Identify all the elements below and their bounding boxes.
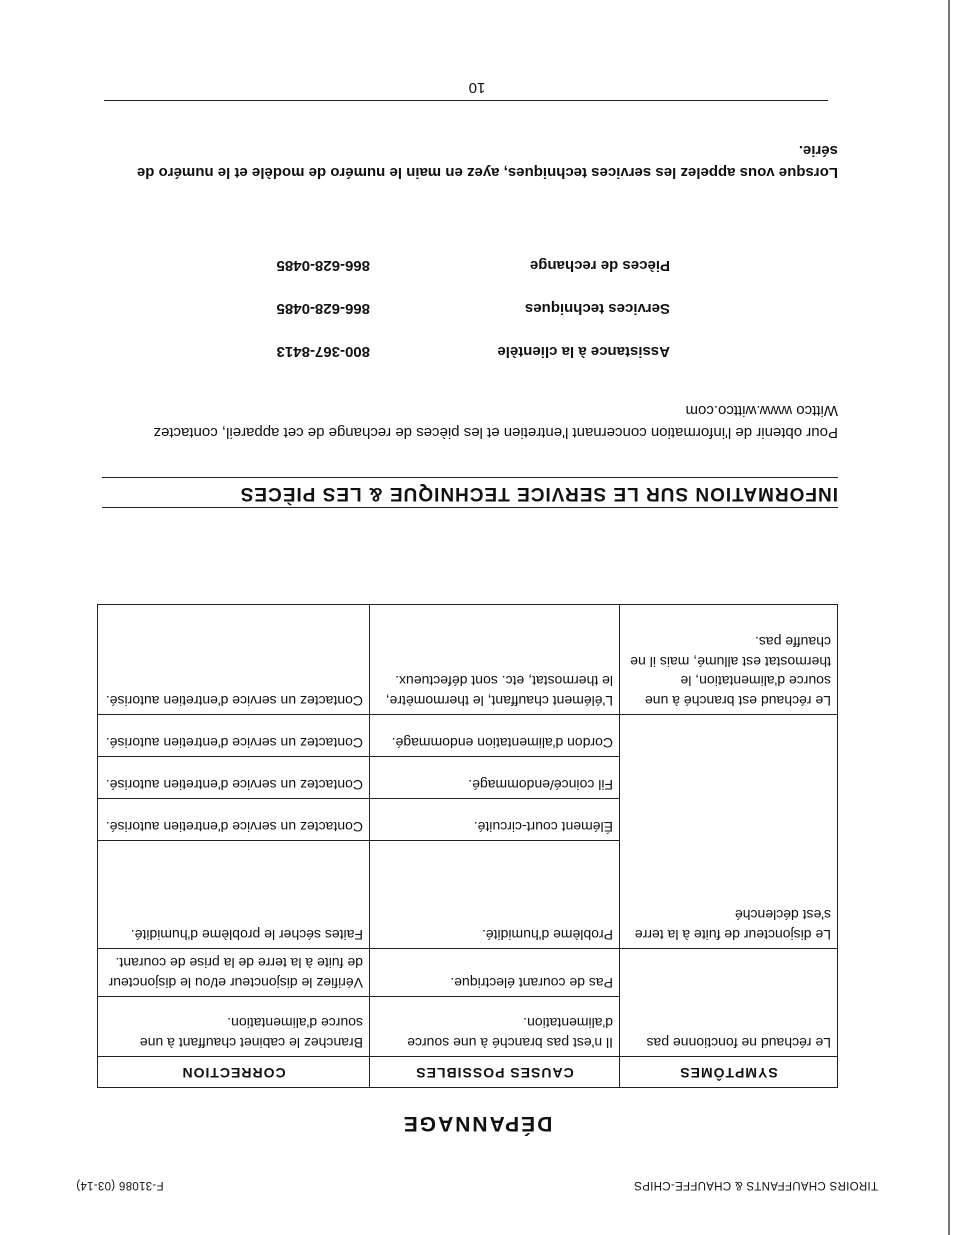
contact-label: Assistance à la clientèle [497, 343, 670, 360]
table-header-row [98, 1057, 838, 1088]
footer-rule [104, 100, 828, 101]
scan-edge [948, 0, 950, 1235]
contact-label: Services techniques [524, 300, 670, 317]
troubleshooting-table [97, 604, 838, 1088]
cause-cell: Pas de courant électrique. [370, 948, 620, 996]
correction-cell: Contactez un service d'entretien autorisé. [98, 798, 370, 840]
column-header-symptoms: SYMPTÔMES [620, 1057, 838, 1088]
service-info-title: INFORMATION SUR LE SERVICE TECHNIQUE & LES PIÈCES [102, 477, 838, 508]
symptom-cell: Le disjoncteur de fuite à la terre s'est déclenché [620, 714, 838, 948]
table-row [98, 604, 838, 714]
correction-cell: Vérifiez le disjoncteur et/ou le disjoncteur de fuite à la terre de la prise de courant. [98, 948, 370, 996]
service-call-note: Lorsque vous appelez les services techniques, ayez en main le numéro de modèle et le numéro de série. [136, 142, 838, 181]
symptom-cell: Le réchaud est branché à une source d'alimentation, le thermostat est allumé, mais il ne chauffe pas. [620, 604, 838, 714]
column-header-correction: CORRECTION [98, 1057, 370, 1088]
cause-cell: Cordon d'alimentation endommagé. [370, 714, 620, 756]
correction-cell: Branchez le cabinet chauffant à une source d'alimentation. [98, 997, 370, 1057]
troubleshooting-title: DÉPANNAGE [401, 1112, 553, 1135]
cause-cell: L'élément chauffant, le thermomètre, le thermostat, etc. sont défectueux. [370, 604, 620, 714]
header-product-name: TIROIRS CHAUFFANTS & CHAUFFE-CHIPS [633, 1179, 878, 1191]
service-info-intro: Pour obtenir de l'information concernant l'entretien et les pièces de rechange de cet appareil, contactez Wittco www.wittco.com [153, 402, 838, 441]
symptom-cell: Le réchaud ne fonctionne pas [620, 948, 838, 1056]
table-row [98, 840, 838, 948]
cause-cell: Fil coincé/endommagé. [370, 756, 620, 798]
correction-cell: Contactez un service d'entretien autorisé. [98, 604, 370, 714]
contact-phone: 866-628-0485 [276, 300, 370, 317]
contact-phone: 866-628-0485 [276, 257, 370, 274]
cause-cell: Élément court-circuité. [370, 798, 620, 840]
running-header [76, 1175, 878, 1191]
contact-label: Pièces de rechange [529, 257, 670, 274]
table-row [98, 997, 838, 1057]
column-header-causes: CAUSES POSSIBLES [370, 1057, 620, 1088]
correction-cell: Faites sécher le problème d'humidité. [98, 840, 370, 948]
correction-cell: Contactez un service d'entretien autorisé. [98, 714, 370, 756]
header-document-code: F-31086 (03-14) [76, 1179, 164, 1191]
cause-cell: Il n'est pas branché à une source d'alimentation. [370, 997, 620, 1057]
correction-cell: Contactez un service d'entretien autorisé. [98, 756, 370, 798]
cause-cell: Problème d'humidité. [370, 840, 620, 948]
contact-phone: 800-367-8413 [276, 343, 370, 360]
page-number: 10 [468, 79, 486, 96]
